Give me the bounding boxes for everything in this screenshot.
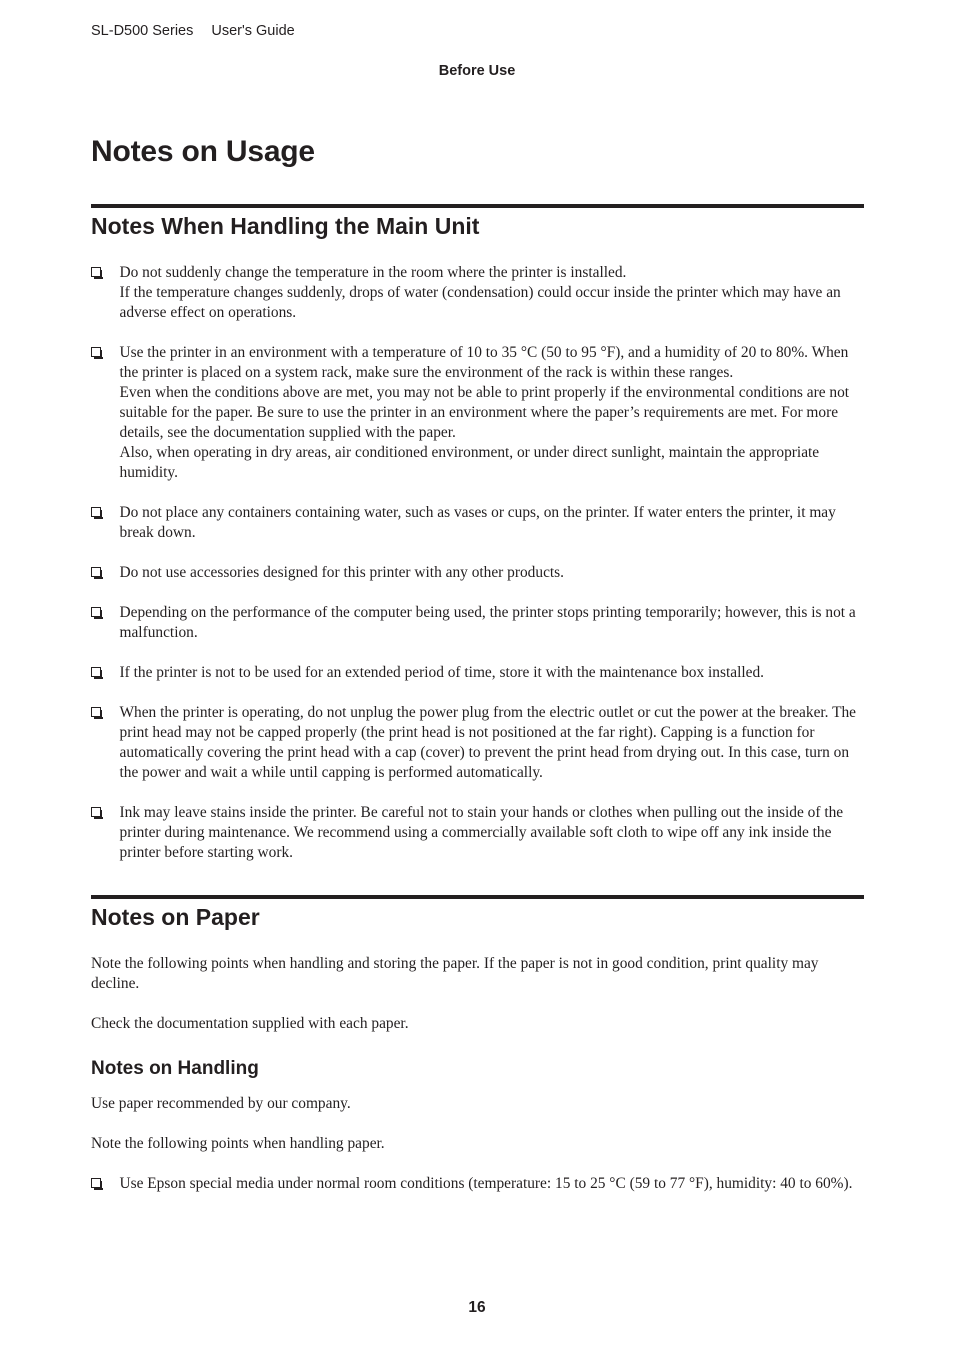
main-unit-section-header <box>91 204 864 241</box>
paper-intro-1: Note the following points when handling and storing the paper. If the paper is not in good condition, print quality may decline. <box>91 955 819 992</box>
running-header <box>91 22 295 40</box>
paper-intro-2: Check the documentation supplied with each paper. <box>91 1015 409 1032</box>
list-item-text: Also, when operating in dry areas, air conditioned environment, or under direct sunlight, maintain the appropriate humidity. <box>119 444 820 481</box>
list-item-text: Use the printer in an environment with a temperature of 10 to 35 °C (50 to 95 °F), and a humidity of 20 to 80%. When the printer is placed on a system rack, make sure the environment of the rack is within these ranges. <box>119 344 849 381</box>
list-item-text: Even when the conditions above are met, you may not be able to print properly if the environmental conditions are not suitable for the paper. Be sure to use the printer in an environment where the paper’s requirements are met. For more details, see the documentation supplied with the paper. <box>119 384 850 441</box>
main-unit-list <box>91 263 864 863</box>
handling-paragraph-2: Note the following points when handling paper. <box>91 1135 385 1152</box>
checkbox-bullet-icon <box>91 507 102 518</box>
paper-heading: Notes on Paper <box>91 904 260 930</box>
handling-heading: Notes on Handling <box>91 1058 259 1079</box>
main-unit-heading: Notes When Handling the Main Unit <box>91 213 480 239</box>
header-guide: User's Guide <box>211 23 295 39</box>
checkbox-bullet-icon <box>91 667 102 678</box>
list-item <box>91 603 864 643</box>
header-series: SL-D500 Series <box>91 23 194 39</box>
page-number: 16 <box>468 1299 486 1316</box>
checkbox-bullet-icon <box>91 267 102 278</box>
list-item <box>91 263 864 323</box>
paper-section <box>91 895 864 1194</box>
main-unit-section <box>91 204 864 863</box>
list-item-text: If the printer is not to be used for an extended period of time, store it with the maintenance box installed. <box>119 664 765 681</box>
list-item-text: Depending on the performance of the computer being used, the printer stops printing temporarily; however, this is not a malfunction. <box>119 604 856 641</box>
checkbox-bullet-icon <box>91 707 102 718</box>
list-item-text: Do not suddenly change the temperature in the room where the printer is installed. <box>119 264 627 281</box>
handling-paragraph-1: Use paper recommended by our company. <box>91 1095 351 1112</box>
checkbox-bullet-icon <box>91 607 102 618</box>
list-item <box>91 503 864 543</box>
chapter-header: Before Use <box>438 63 516 79</box>
checkbox-bullet-icon <box>91 567 102 578</box>
list-item-text: Use Epson special media under normal room conditions (temperature: 15 to 25 °C (59 to 77 °F), humidity: 40 to 60%). <box>119 1175 853 1192</box>
paper-section-header <box>91 895 864 932</box>
handling-list <box>91 1174 864 1194</box>
list-item-text: Ink may leave stains inside the printer. Be careful not to stain your hands or clothes when pulling out the inside of the printer during maintenance. We recommend using a commercially available soft cloth to wipe off any ink inside the printer before starting work. <box>119 804 844 861</box>
checkbox-bullet-icon <box>91 1178 102 1189</box>
list-item <box>91 663 864 683</box>
checkbox-bullet-icon <box>91 807 102 818</box>
list-item <box>91 563 864 583</box>
page-title: Notes on Usage <box>91 135 315 168</box>
list-item-text: When the printer is operating, do not unplug the power plug from the electric outlet or cut the power at the breaker. The print head may not be capped properly (the print head is not positioned at the far right). Capping is a function for automatically covering the print head with a cap (cover) to prevent the print head from drying out. In this case, turn on the power and wait a while until capping is performed automatically. <box>119 704 857 781</box>
list-item-text: Do not use accessories designed for this printer with any other products. <box>119 564 565 581</box>
list-item <box>91 1174 864 1194</box>
checkbox-bullet-icon <box>91 347 102 358</box>
list-item <box>91 703 864 783</box>
list-item-text: Do not place any containers containing water, such as vases or cups, on the printer. If water enters the printer, it may break down. <box>119 504 836 541</box>
page-content <box>91 130 864 1194</box>
list-item-text: If the temperature changes suddenly, drops of water (condensation) could occur inside the printer which may have an adverse effect on operations. <box>119 284 841 321</box>
list-item <box>91 803 864 863</box>
list-item <box>91 343 864 483</box>
